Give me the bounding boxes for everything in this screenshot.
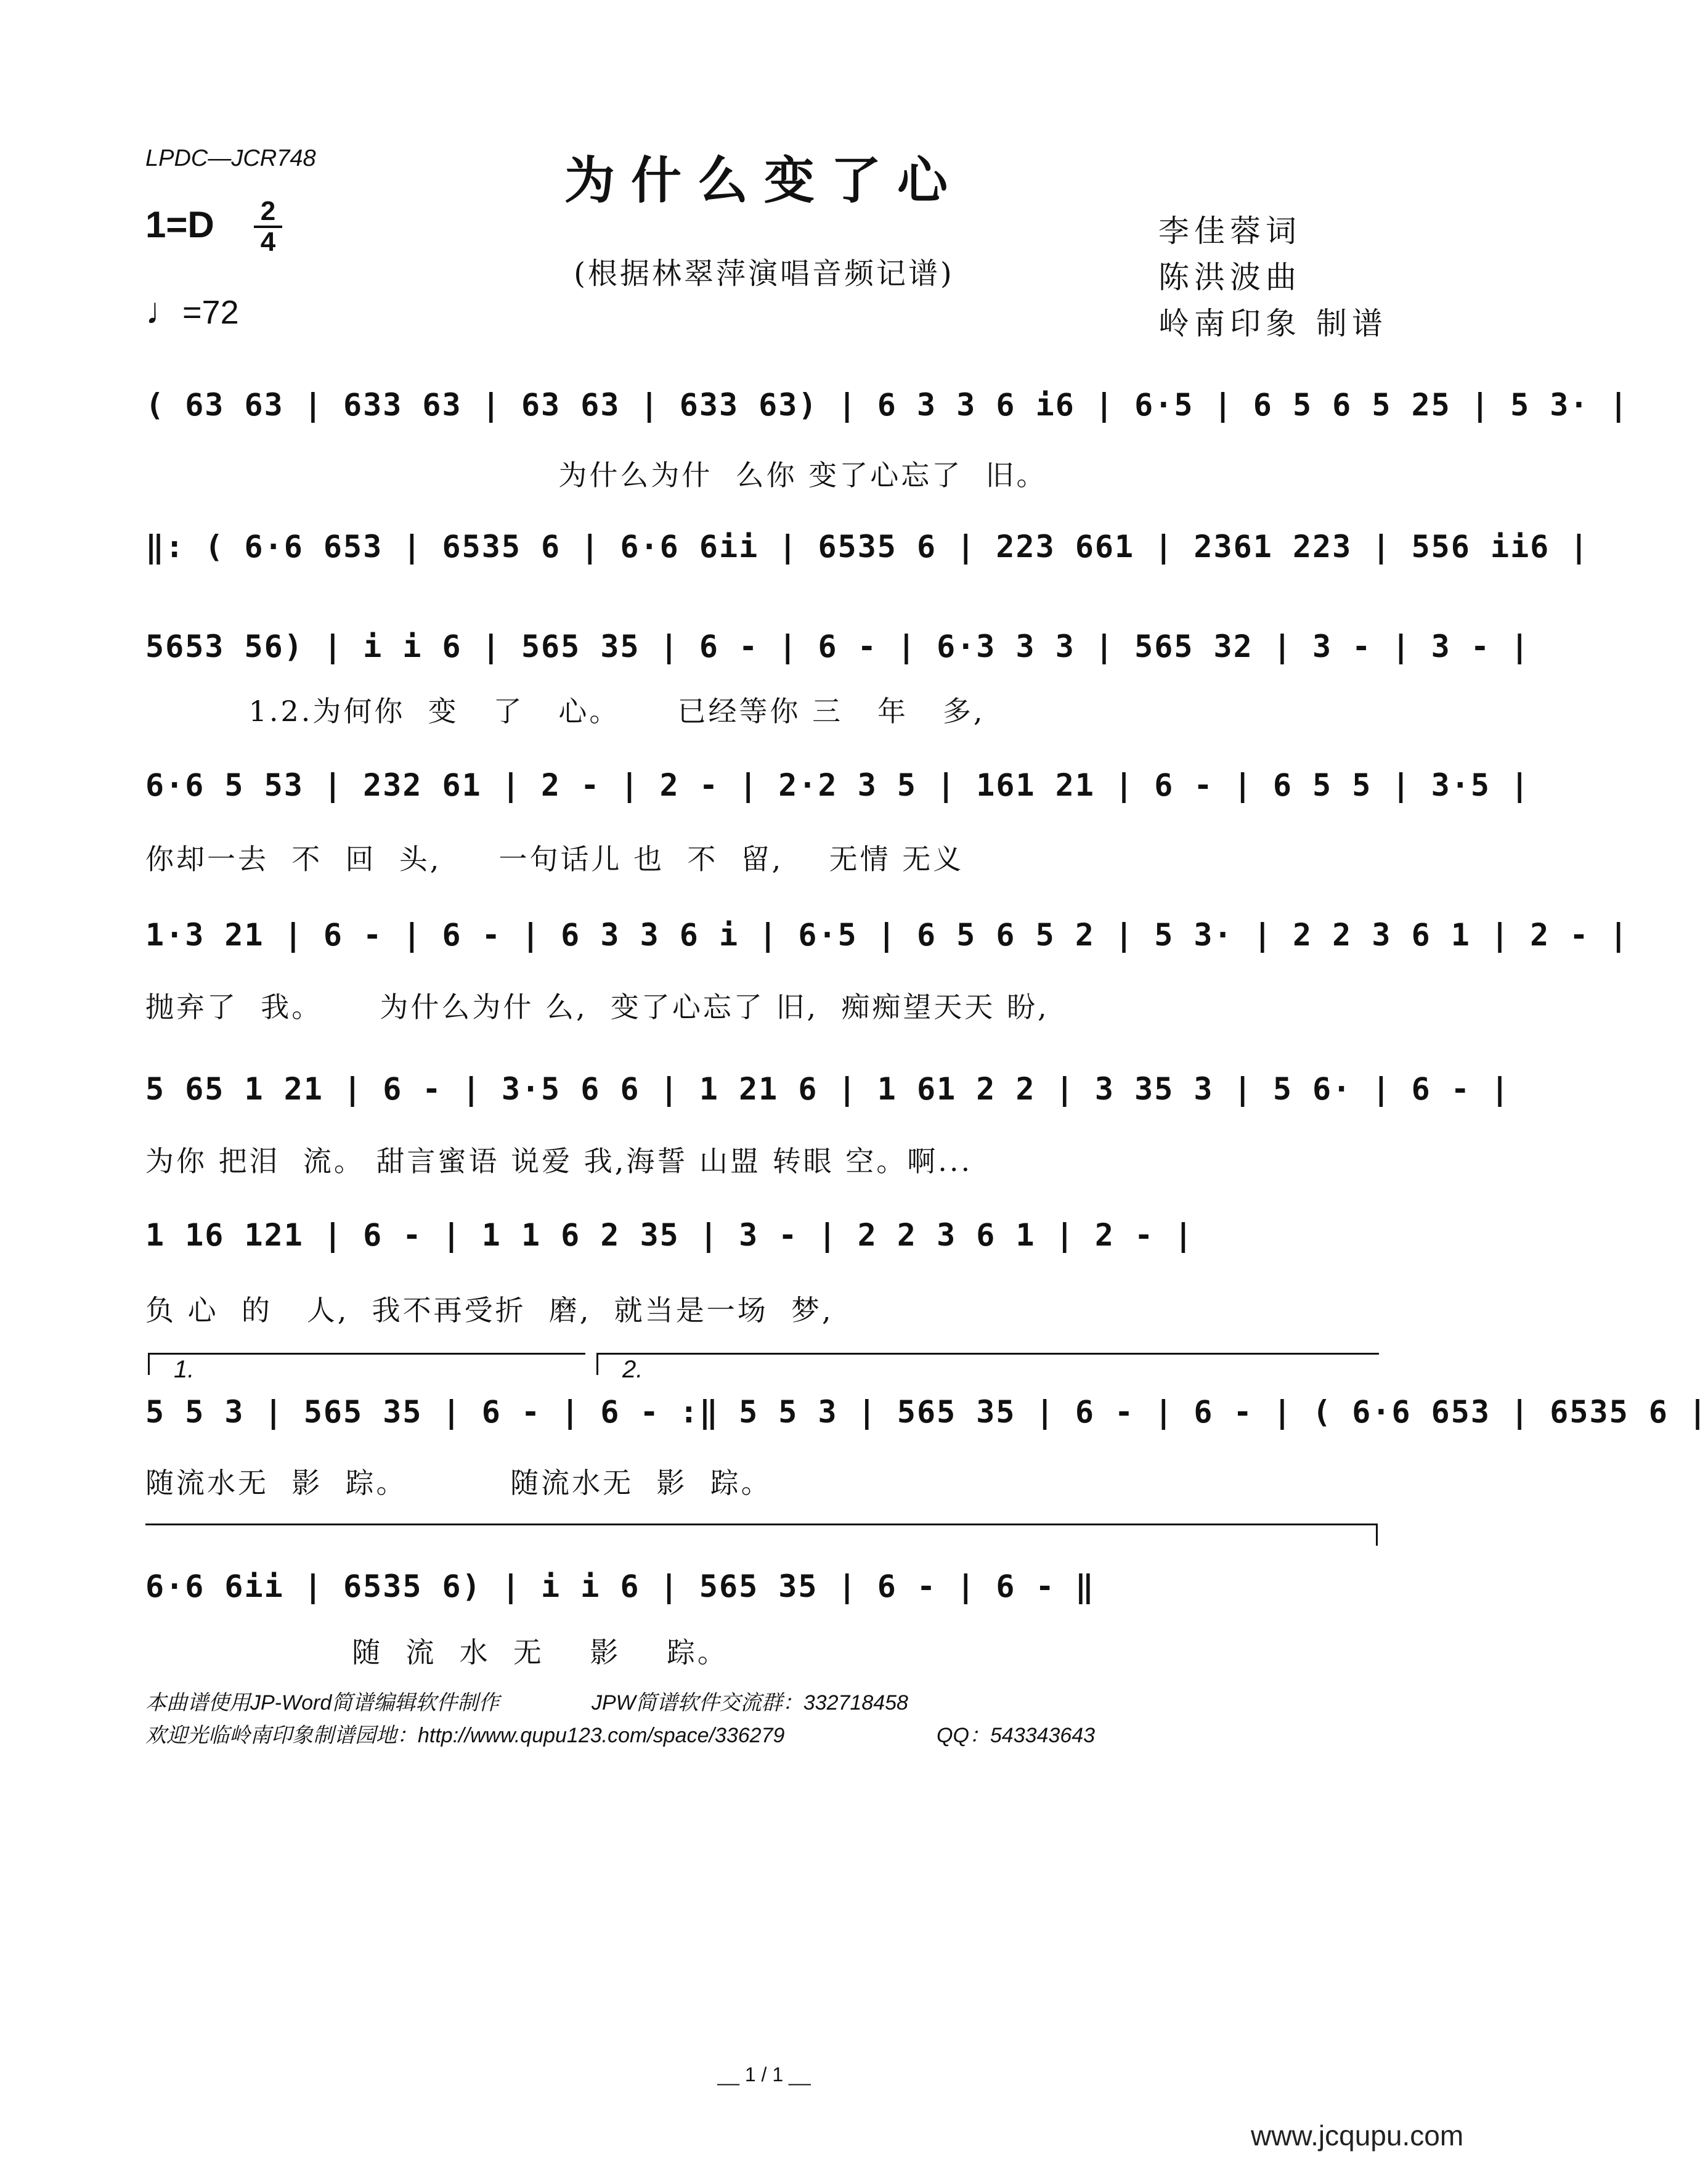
notation-row-9: 6·6 6ii | 6535 6) | i i 6 | 565 35 | 6 - | 6 - ‖ [145, 1568, 1095, 1604]
lyrics-row-4: 你却一去 不 回 头, 一句话儿 也 不 留, 无情 无义 [145, 842, 964, 876]
notation-row-4: 6·6 5 53 | 232 61 | 2 - | 2 - | 2·2 3 5 | 161 21 | 6 - | 6 5 5 | 3·5 | [145, 767, 1531, 803]
score-code: LPDC—JCR748 [145, 145, 316, 171]
footer-qq: QQ：543343643 [937, 1724, 1096, 1747]
time-signature-bottom: 4 [260, 227, 276, 257]
tempo-value: =72 [182, 294, 239, 331]
time-signature [254, 198, 282, 255]
lyrics-row-6: 为你 把泪 流。 甜言蜜语 说爱 我,海誓 山盟 转眼 空。啊... [145, 1144, 973, 1178]
volta-1-bracket [148, 1353, 585, 1355]
key-signature: 1=D [145, 204, 214, 245]
lyrics-row-8: 随流水无 影 踪。 随流水无 影 踪。 [145, 1466, 772, 1499]
volta-2-bracket [596, 1353, 1379, 1355]
notation-row-1: ( 63 63 | 633 63 | 63 63 | 633 63) | 6 3 3 6 i6 | 6·5 | 6 5 6 5 25 | 5 3· | [145, 387, 1629, 423]
notation-row-5: 1·3 21 | 6 - | 6 - | 6 3 3 6 i | 6·5 | 6 5 6 5 2 | 5 3· | 2 2 3 6 1 | 2 - | [145, 917, 1629, 953]
notation-row-3: 5653 56) | i i 6 | 565 35 | 6 - | 6 - | 6·3 3 3 | 565 32 | 3 - | 3 - | [145, 629, 1531, 664]
composer: 陈洪波曲 [1158, 259, 1301, 295]
watermark: www.jcqupu.com [1251, 2119, 1464, 2152]
volta-2-label: 2. [622, 1356, 643, 1383]
subtitle: (根据林翠萍演唱音频记谱) [574, 256, 954, 291]
coda-bracket [145, 1524, 1378, 1525]
lyrics-row-9: 随 流 水 无 影 踪。 [145, 1636, 728, 1669]
lyrics-row-3: 1.2.为何你 变 了 心。 已经等你 三 年 多, [145, 695, 985, 728]
notation-row-2: ‖: ( 6·6 653 | 6535 6 | 6·6 6ii | 6535 6 | 223 661 | 2361 223 | 556 ii6 | [145, 529, 1590, 565]
tempo-marking [145, 290, 239, 332]
volta-1-label: 1. [174, 1356, 195, 1383]
footer-site-link[interactable]: 欢迎光临岭南印象制谱园地：http://www.qupu123.com/space/336279 [145, 1724, 785, 1747]
footer-group-note: JPW简谱软件交流群：332718458 [592, 1691, 908, 1715]
notation-row-8: 5 5 3 | 565 35 | 6 - | 6 - :‖ 5 5 3 | 565 35 | 6 - | 6 - | ( 6·6 653 | 6535 6 | [145, 1394, 1708, 1430]
arranger: 岭南印象 制谱 [1158, 306, 1388, 341]
quarter-note-icon: ♩ [145, 290, 182, 332]
notation-row-7: 1 16 121 | 6 - | 1 1 6 2 35 | 3 - | 2 2 3 6 1 | 2 - | [145, 1217, 1194, 1253]
lyrics-row-5: 抛弃了 我。 为什么为什 么, 变了心忘了 旧, 痴痴望天天 盼, [145, 990, 1049, 1024]
page-title: 为什么变了心 [564, 151, 964, 210]
coda-bracket-tick [1376, 1524, 1378, 1546]
page-number: __ 1 / 1 __ [717, 2063, 811, 2086]
footer-software-note: 本曲谱使用JP-Word简谱编辑软件制作 [145, 1691, 500, 1715]
volta-2-tick [596, 1353, 598, 1375]
notation-row-6: 5 65 1 21 | 6 - | 3·5 6 6 | 1 21 6 | 1 61 2 2 | 3 35 3 | 5 6· | 6 - | [145, 1071, 1511, 1107]
time-signature-top: 2 [260, 196, 276, 226]
lyrics-row-7: 负 心 的 人, 我不再受折 磨, 就当是一场 梦, [145, 1294, 834, 1327]
volta-1-tick [148, 1353, 150, 1375]
lyricist: 李佳蓉词 [1158, 213, 1301, 249]
lyrics-row-1: 为什么为什 么你 变了心忘了 旧。 [145, 459, 1047, 492]
